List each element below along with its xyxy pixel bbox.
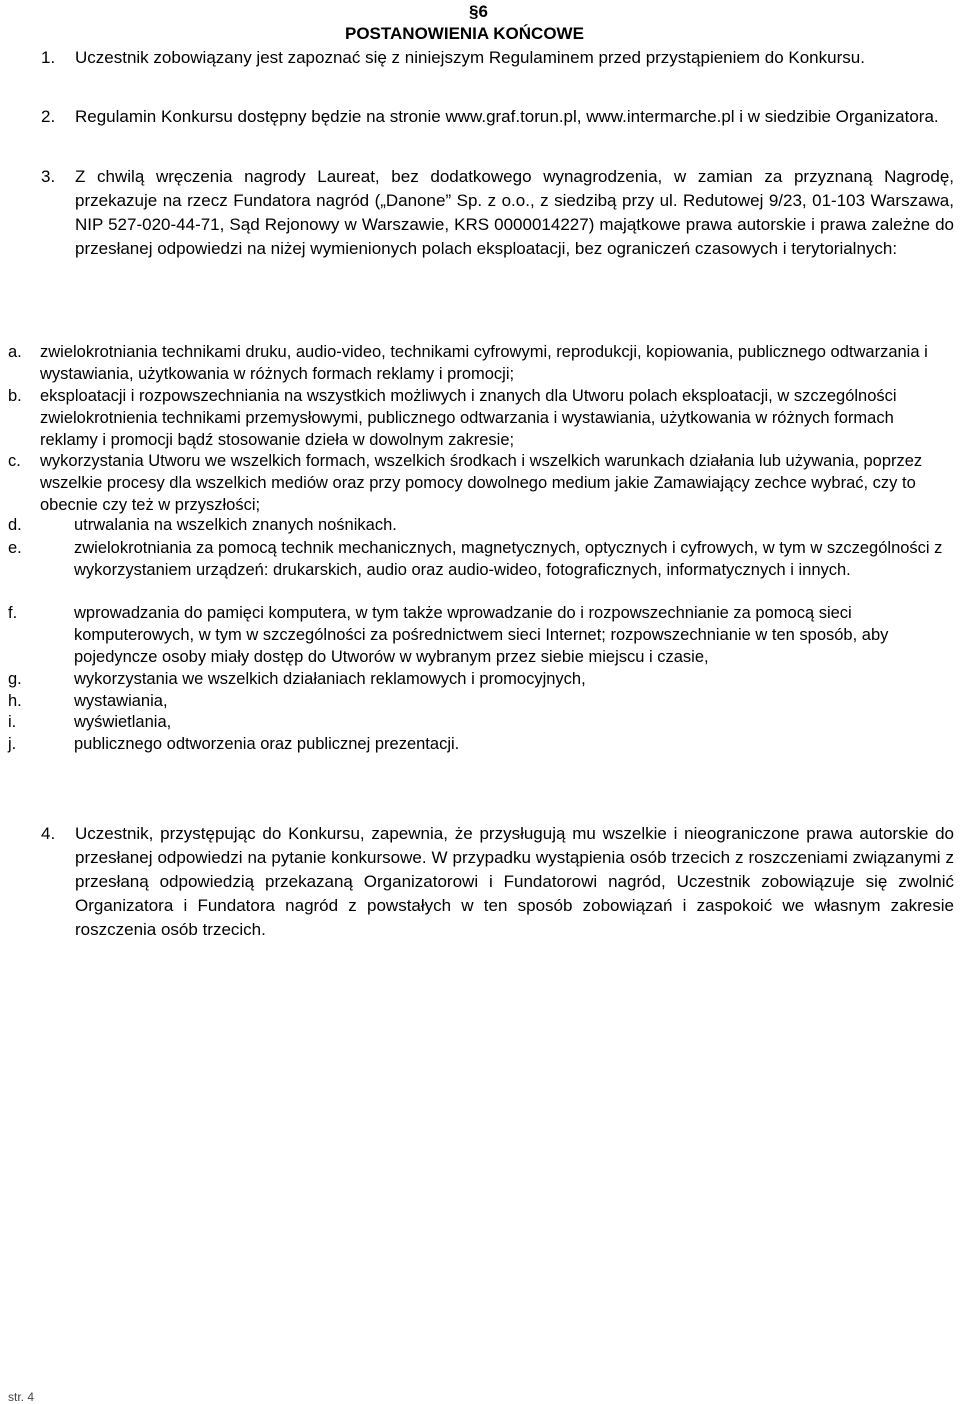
lettered-item-b — [8, 385, 953, 451]
item-text: wystawiania, — [74, 692, 168, 710]
lettered-item-i — [8, 711, 953, 733]
lettered-item-d — [8, 514, 953, 536]
lettered-item-a — [8, 341, 953, 385]
lettered-item-f — [8, 602, 953, 668]
item-text: Uczestnik, przystępując do Konkursu, zapewnia, że przysługują mu wszelkie i nieograniczone prawa autorskie do przesłanej odpowiedzi na pytanie konkursowe. W przypadku wystąpienia osób trzecich z roszczeniami związanymi z przesłaną odpowiedzią przekazaną Organizatorowi i Fundatorowi nagród, Uczestnik zobowiązuje się zwolnić Organizatora i Fundatora nagród z powstałych w ten sposób zobowiązań i zaspokoić we własnym zakresie roszczenia osób trzecich. — [75, 824, 954, 939]
lettered-item-c — [8, 450, 953, 516]
item-text: wyświetlania, — [74, 713, 172, 731]
item-marker: 1. — [41, 48, 56, 67]
item-marker: 2. — [41, 107, 56, 126]
item-text: wykorzystania we wszelkich działaniach reklamowych i promocyjnych, — [74, 670, 586, 688]
item-marker: j. — [8, 735, 17, 753]
item-text: zwielokrotniania za pomocą technik mechanicznych, magnetycznych, optycznych i cyfrowych, w tym w szczególności z wykorzystaniem urządzeń: drukarskich, audio oraz audio-wideo, fotograficznych, informatycznych i innych. — [74, 539, 943, 579]
lettered-item-e — [8, 537, 953, 581]
item-text: eksploatacji i rozpowszechniania na wszystkich możliwych i znanych dla Utworu polach eksploatacji, w szczególności zwielokrotnienia technikami przemysłowymi, publicznego odtwarzania i wystawiania, użytkowania w różnych formach reklamy i promocji bądź stosowanie dzieła w dowolnym zakresie; — [40, 387, 897, 449]
item-marker: i. — [8, 713, 17, 731]
section-title: POSTANOWIENIA KOŃCOWE — [345, 24, 584, 43]
lettered-item-h — [8, 690, 953, 712]
item-text: zwielokrotniania technikami druku, audio-video, technikami cyfrowymi, reprodukcji, kopiowania, publicznego odtwarzania i wystawiania, użytkowania w różnych formach reklamy i promocji; — [40, 343, 928, 383]
numbered-item-3 — [41, 165, 954, 261]
item-marker: 3. — [41, 167, 56, 186]
item-marker: g. — [8, 670, 22, 688]
numbered-item-1 — [41, 46, 954, 70]
lettered-item-g — [8, 668, 953, 690]
page-footer: str. 4 — [8, 1390, 35, 1404]
item-marker: a. — [8, 343, 22, 361]
item-text: wykorzystania Utworu we wszelkich formach, wszelkich środkach i wszelkich warunkach działania lub używania, poprzez wszelkie procesy dla wszelkich mediów oraz przy pomocy dowolnego medium jakie Zamawiający zechce wybrać, czy to obecnie czy też w przyszłości; — [40, 452, 923, 514]
item-text: publicznego odtworzenia oraz publicznej prezentacji. — [74, 735, 460, 753]
item-marker: e. — [8, 539, 22, 557]
item-text: utrwalania na wszelkich znanych nośnikach. — [74, 516, 397, 534]
item-marker: c. — [8, 452, 21, 470]
item-marker: h. — [8, 692, 22, 710]
item-marker: f. — [8, 604, 18, 622]
numbered-item-4 — [41, 822, 954, 942]
item-text: wprowadzania do pamięci komputera, w tym także wprowadzanie do i rozpowszechnianie za pomocą sieci komputerowych, w tym w szczególności za pośrednictwem sieci Internet; rozpowszechnianie w ten sposób, aby pojedyncze osoby miały dostęp do Utworów w wybranym przez siebie miejscu i czasie, — [74, 604, 889, 666]
item-text: Z chwilą wręczenia nagrody Laureat, bez dodatkowego wynagrodzenia, w zamian za przyznaną Nagrodę, przekazuje na rzecz Fundatora nagród („Danone” Sp. z o.o., z siedzibą przy ul. Redutowej 9/23, 01-103 Warszawa, NIP 527-020-44-71, Sąd Rejonowy w Warszawie, KRS 0000014227) majątkowe prawa autorskie i prawa zależne do przesłanej odpowiedzi na niżej wymienionych polach eksploatacji, bez ograniczeń czasowych i terytorialnych: — [75, 167, 954, 258]
item-text: Uczestnik zobowiązany jest zapoznać się z niniejszym Regulaminem przed przystąpieniem do Konkursu. — [75, 48, 865, 67]
item-marker: b. — [8, 387, 22, 405]
item-marker: d. — [8, 516, 22, 534]
section-number: §6 — [469, 2, 488, 21]
lettered-item-j — [8, 733, 953, 755]
item-marker: 4. — [41, 824, 56, 843]
numbered-item-2 — [41, 105, 954, 129]
item-text: Regulamin Konkursu dostępny będzie na stronie www.graf.torun.pl, www.intermarche.pl i w siedzibie Organizatora. — [75, 107, 939, 126]
